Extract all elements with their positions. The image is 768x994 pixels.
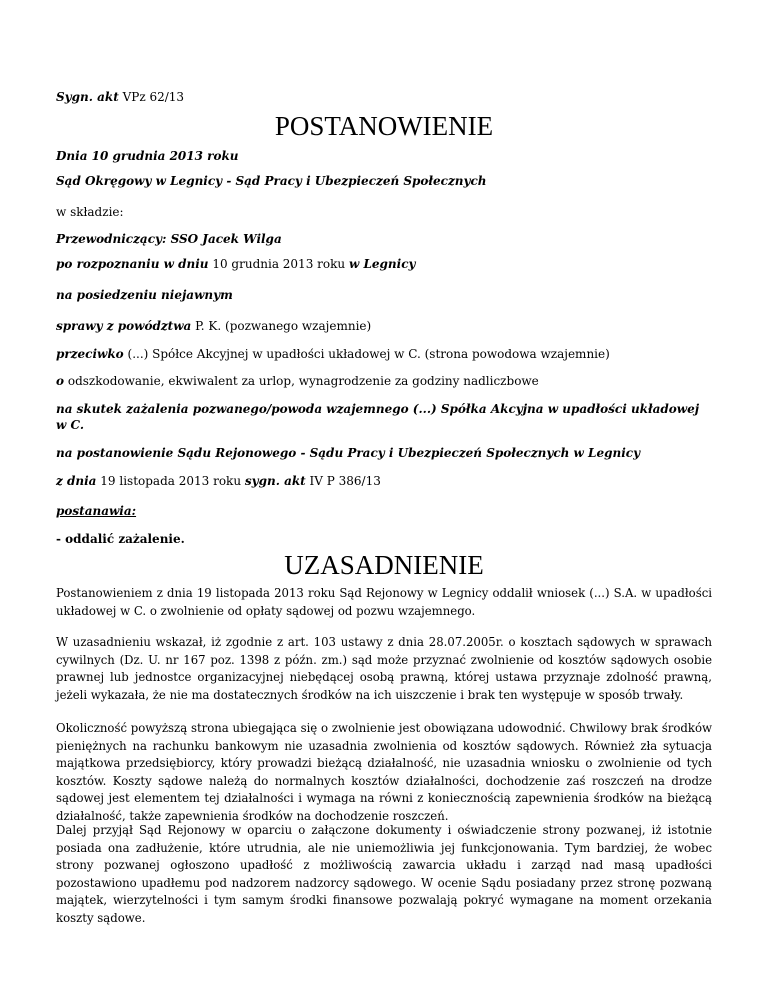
subject-line [56, 373, 539, 390]
court-name: Sąd Okręgowy w Legnicy - Sąd Pracy i Ubezpieczeń Społecznych [56, 174, 487, 188]
case-signature-label: Sygn. akt [56, 90, 119, 104]
decision-date-label: z dnia [56, 474, 97, 488]
ruling-date: Dnia 10 grudnia 2013 roku [56, 149, 239, 163]
subject-label: o [56, 374, 65, 388]
justification-paragraph-4: Dalej przyjął Sąd Rejonowy w oparciu o załączone dokumenty i oświadczenie strony pozwanej, iż istotnie posiada ona zadłużenie, które utrudnia, ale nie uniemożliwia jej funkcjonowania. Tym bardziej, że wobec strony pozwanej ogłoszono upadłość z możliwością zawarcia układu i zarząd nad masą upadłości pozostawiono upadłemu pod nadzorem nadzorcy sądowego. W ocenie Sądu posiadany przez stronę pozwaną majątek, wierzytelności i tym samym środki finansowe pozwalają pokryć wymagane na moment orzekania koszty sądowe. [56, 823, 712, 925]
hearing-place: w Legnicy [348, 257, 416, 271]
decision-date-line [56, 473, 381, 490]
justification-paragraph-2: W uzasadnieniu wskazał, iż zgodnie z art. 103 ustawy z dnia 28.07.2005r. o kosztach sądowych w sprawach cywilnych (Dz. U. nr 167 poz. 1398 z późn. zm.) sąd może przyznać zwolnienie od kosztów sądowych osobie prawnej lub jednostce organizacyjnej niebędącej osobą prawną, której ustawa przyznaje zdolność prawną, jeżeli wykazała, że nie ma dostatecznych środków na ich uiszczenie i brak ten występuje w sposób trwały. [56, 635, 712, 702]
case-signature-value: VPz 62/13 [122, 90, 185, 104]
composition-label: w składzie: [56, 205, 124, 219]
justification-title: UZASADNIENIE [284, 550, 484, 580]
plaintiff-value: P. K. (pozwanego wzajemnie) [195, 319, 372, 333]
plaintiff-line [56, 318, 371, 335]
defendant-label: przeciwko [56, 347, 124, 361]
case-signature [56, 89, 184, 106]
subject-value: odszkodowanie, ekwiwalent za urlop, wynagrodzenie za godziny nadliczbowe [67, 374, 539, 388]
hearing-info [56, 256, 415, 273]
decision-sygn-label: sygn. akt [244, 474, 306, 488]
hearing-date: 10 grudnia 2013 roku [212, 257, 346, 271]
ruling-text: - oddalić zażalenie. [56, 532, 185, 546]
defendant-line [56, 346, 610, 363]
plaintiff-label: sprawy z powództwa [56, 319, 192, 333]
decision-date-value: 19 listopada 2013 roku [100, 474, 242, 488]
chair-judge: Przewodniczący: SSO Jacek Wilga [56, 232, 282, 246]
document-title: POSTANOWIENIE [274, 111, 494, 141]
ruling-label: postanawia: [56, 504, 137, 518]
defendant-value: (...) Spółce Akcyjnej w upadłości układowej w C. (strona powodowa wzajemnie) [127, 347, 610, 361]
session-type: na posiedzeniu niejawnym [56, 288, 233, 302]
decision-of: na postanowienie Sądu Rejonowego - Sądu Pracy i Ubezpieczeń Społecznych w Legnicy [56, 446, 641, 460]
appeal-line-2: w C. [56, 418, 85, 432]
justification-paragraph-1: Postanowieniem z dnia 19 listopada 2013 roku Sąd Rejonowy w Legnicy oddalił wniosek (...) S.A. w upadłości układowej w C. o zwolnienie od opłaty sądowej od pozwu wzajemnego. [56, 586, 712, 618]
decision-sygn-value: IV P 386/13 [309, 474, 381, 488]
appeal-line-1: na skutek zażalenia pozwanego/powoda wzajemnego (...) Spółka Akcyjna w upadłości układowej [56, 402, 700, 416]
hearing-label: po rozpoznaniu w dniu [56, 257, 209, 271]
justification-paragraph-3: Okoliczność powyższą strona ubiegająca się o zwolnienie jest obowiązana udowodnić. Chwilowy brak środków pieniężnych na rachunku bankowym nie uzasadnia zwolnienia od kosztów sądowych. Również zła sytuacja majątkowa przedsiębiorcy, który prowadzi bieżącą działalność, nie uzasadnia wniosku o zwolnienie od tych kosztów. Koszty sądowe należą do normalnych kosztów działalności, dochodzenie zaś roszczeń na drodze sądowej jest elementem tej działalności i wymaga na równi z koniecznością zapewnienia środków na bieżącą działalność, także zapewnienia środków na dochodzenie roszczeń. [56, 721, 712, 823]
